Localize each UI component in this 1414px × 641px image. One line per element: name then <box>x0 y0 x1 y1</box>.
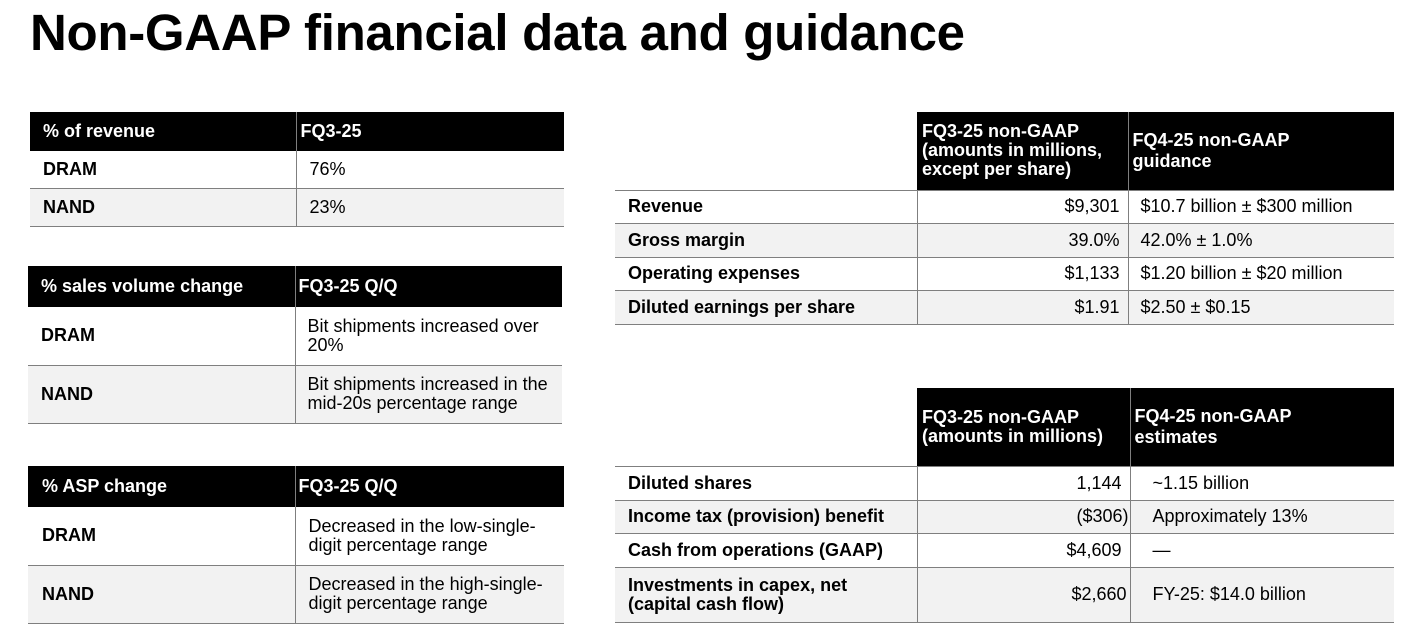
cell-value: 42.0% ± 1.0% <box>1128 223 1394 257</box>
table-header-row <box>30 112 564 151</box>
cell-value: $2,660 <box>917 567 1130 622</box>
cell-value: Bit shipments increased over 20% <box>295 307 562 365</box>
cell-value: 76% <box>296 151 564 188</box>
column-header: % ASP change <box>28 466 295 507</box>
table-header-row <box>615 388 1394 466</box>
column-header: FQ4-25 non-GAAP guidance <box>1128 112 1394 190</box>
cell-value: 39.0% <box>917 223 1128 257</box>
cell-value: $2.50 ± $0.15 <box>1128 290 1394 324</box>
row-label: Investments in capex, net (capital cash flow) <box>615 567 917 622</box>
row-label: Gross margin <box>615 223 917 257</box>
table-row <box>28 365 562 423</box>
cell-value: $10.7 billion ± $300 million <box>1128 190 1394 223</box>
blank-header-cell <box>615 388 917 466</box>
row-label: Revenue <box>615 190 917 223</box>
row-label: Operating expenses <box>615 257 917 290</box>
cell-value: 1,144 <box>917 466 1130 500</box>
column-header: FQ3-25 Q/Q <box>295 466 564 507</box>
table-row <box>615 257 1394 290</box>
column-header: % sales volume change <box>28 266 295 307</box>
column-header: FQ4-25 non-GAAP estimates <box>1130 388 1394 466</box>
column-header: FQ3-25 <box>296 112 564 151</box>
blank-header-cell <box>615 112 917 190</box>
column-header: % of revenue <box>30 112 296 151</box>
table-header-row <box>28 266 562 307</box>
cell-value: $1.91 <box>917 290 1128 324</box>
table-row <box>30 151 564 188</box>
cell-value: ($306) <box>917 500 1130 533</box>
table-header-row <box>28 466 564 507</box>
row-label: Income tax (provision) benefit <box>615 500 917 533</box>
cell-value: $1,133 <box>917 257 1128 290</box>
cell-value: Bit shipments increased in the mid-20s percentage range <box>295 365 562 423</box>
row-label: NAND <box>30 188 296 226</box>
table-row <box>28 507 564 565</box>
cell-value: FY-25: $14.0 billion <box>1130 567 1394 622</box>
table-row <box>30 188 564 226</box>
column-header: FQ3-25 non-GAAP (amounts in millions, except per share) <box>917 112 1128 190</box>
cell-value: Approximately 13% <box>1130 500 1394 533</box>
table-row <box>615 567 1394 622</box>
row-label: NAND <box>28 565 295 623</box>
row-label: Cash from operations (GAAP) <box>615 533 917 567</box>
row-label: DRAM <box>28 507 295 565</box>
row-label: Diluted shares <box>615 466 917 500</box>
cell-value: $9,301 <box>917 190 1128 223</box>
table-row <box>615 190 1394 223</box>
row-label: DRAM <box>30 151 296 188</box>
table-row <box>615 533 1394 567</box>
asp-change-table <box>28 466 564 624</box>
cell-value: Decreased in the high-single-digit percentage range <box>295 565 564 623</box>
table-row <box>615 500 1394 533</box>
table-row <box>28 307 562 365</box>
guidance-table <box>615 112 1394 325</box>
cell-value: $4,609 <box>917 533 1130 567</box>
cell-value: 23% <box>296 188 564 226</box>
column-header: FQ3-25 non-GAAP (amounts in millions) <box>917 388 1130 466</box>
row-label: Diluted earnings per share <box>615 290 917 324</box>
cell-value: Decreased in the low-single-digit percentage range <box>295 507 564 565</box>
table-header-row <box>615 112 1394 190</box>
row-label: DRAM <box>28 307 295 365</box>
cell-value: $1.20 billion ± $20 million <box>1128 257 1394 290</box>
table-row <box>615 223 1394 257</box>
cell-value: — <box>1130 533 1394 567</box>
revenue-mix-table <box>30 112 564 227</box>
table-row <box>615 290 1394 324</box>
column-header: FQ3-25 Q/Q <box>295 266 562 307</box>
estimates-table <box>615 388 1394 623</box>
sales-volume-table <box>28 266 562 424</box>
row-label: NAND <box>28 365 295 423</box>
table-row <box>28 565 564 623</box>
cell-value: ~1.15 billion <box>1130 466 1394 500</box>
table-row <box>615 466 1394 500</box>
page-title: Non-GAAP financial data and guidance <box>30 4 965 61</box>
